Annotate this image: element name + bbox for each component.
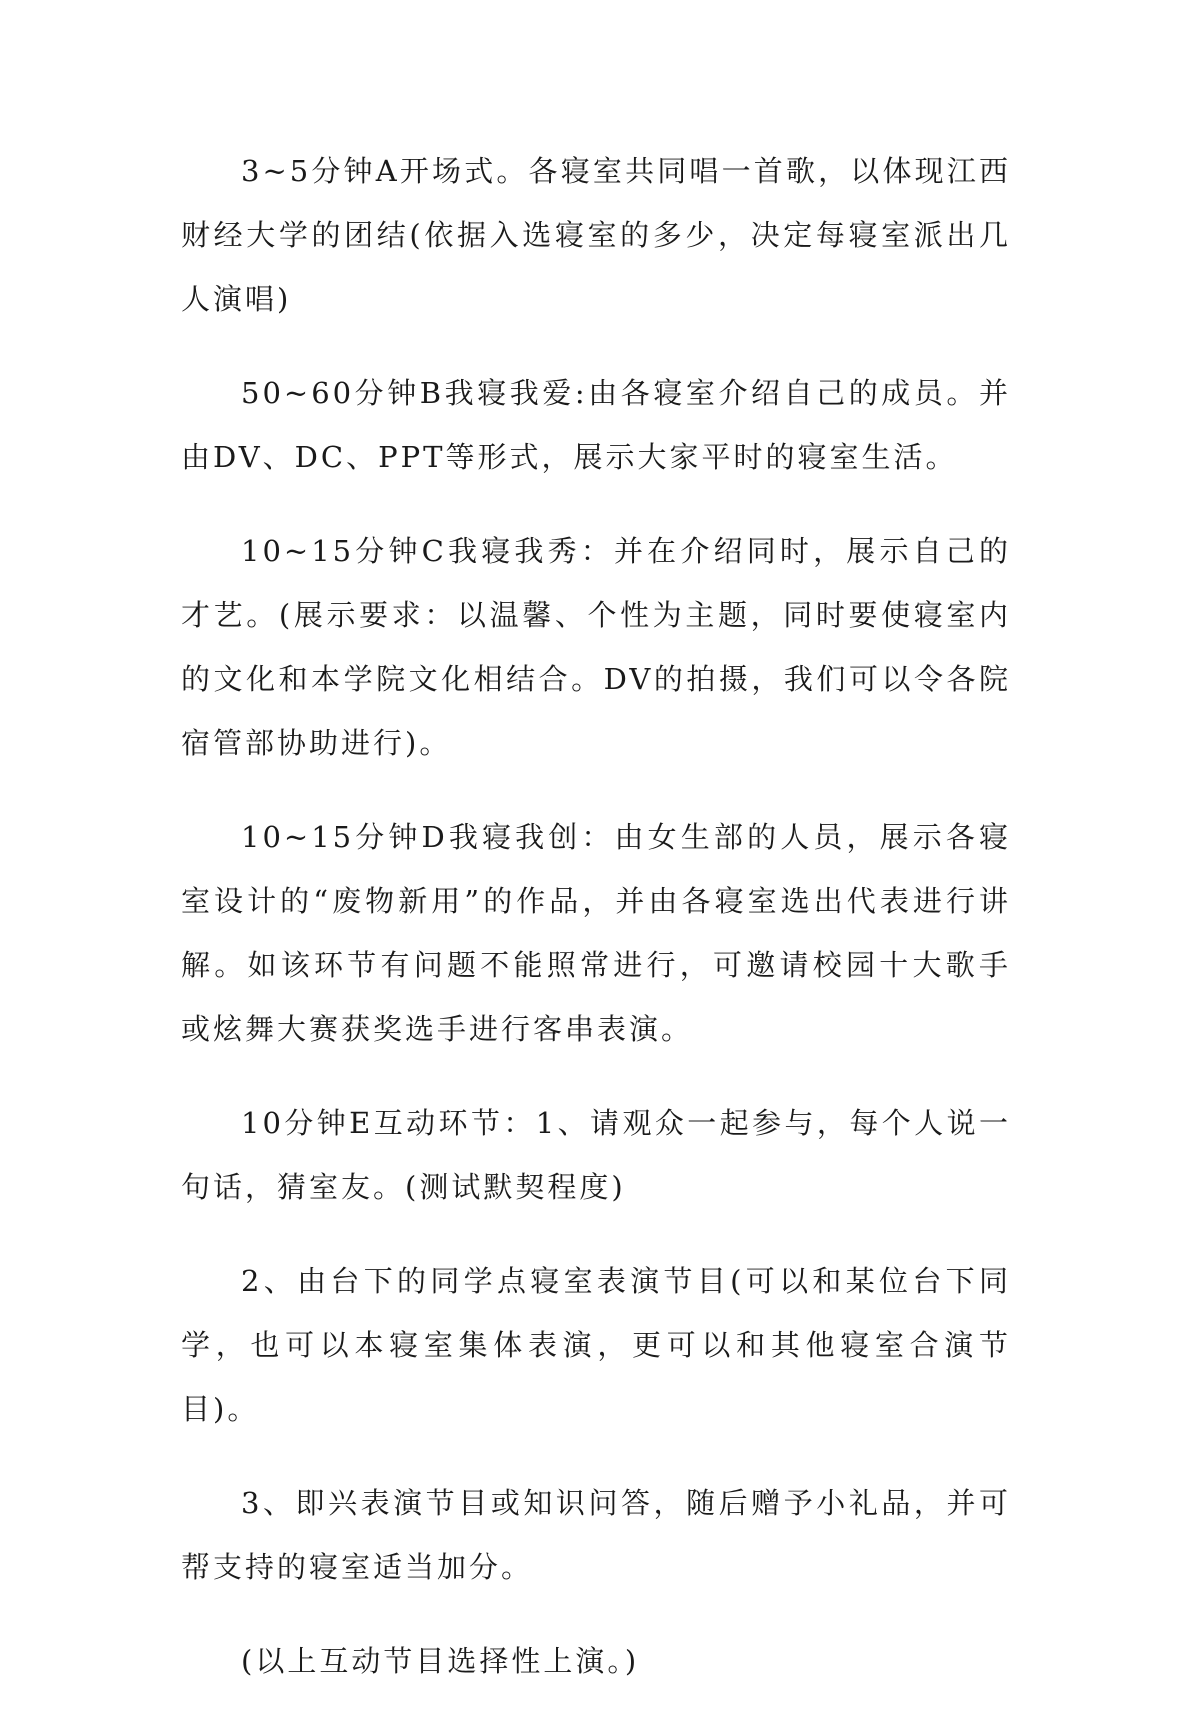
paragraph-my-dorm-my-love: 50~60分钟B我寝我爱:由各寝室介绍自己的成员。并由DV、DC、PPT等形式，展示大家平时的寝室生活。 — [181, 376, 1011, 474]
paragraph-opening-ceremony: 3~5分钟A开场式。各寝室共同唱一首歌，以体现江西财经大学的团结(依据入选寝室的多少，决定每寝室派出几人演唱) — [181, 154, 1011, 316]
paragraph-note: (以上互动节目选择性上演。) — [241, 1644, 640, 1678]
paragraph-my-dorm-my-creation: 10~15分钟D我寝我创：由女生部的人员，展示各寝室设计的“废物新用”的作品，并由各寝室选出代表进行讲解。如该环节有问题不能照常进行，可邀请校园十大歌手或炫舞大赛获奖选手进行客串表演。 — [181, 820, 1011, 1046]
document-body — [181, 139, 1011, 1723]
paragraph-interaction-2: 2、由台下的同学点寝室表演节目(可以和某位台下同学，也可以本寝室集体表演，更可以和其他寝室合演节目)。 — [181, 1264, 1011, 1426]
paragraph-interaction-1: 10分钟E互动环节：1、请观众一起参与，每个人说一句话，猜室友。(测试默契程度) — [181, 1106, 1011, 1204]
paragraph-my-dorm-my-show: 10~15分钟C我寝我秀：并在介绍同时，展示自己的才艺。(展示要求：以温馨、个性为主题，同时要使寝室内的文化和本学院文化相结合。DV的拍摄，我们可以令各院宿管部协助进行)。 — [181, 534, 1011, 760]
paragraph-interaction-3: 3、即兴表演节目或知识问答，随后赠予小礼品，并可帮支持的寝室适当加分。 — [181, 1486, 1011, 1584]
